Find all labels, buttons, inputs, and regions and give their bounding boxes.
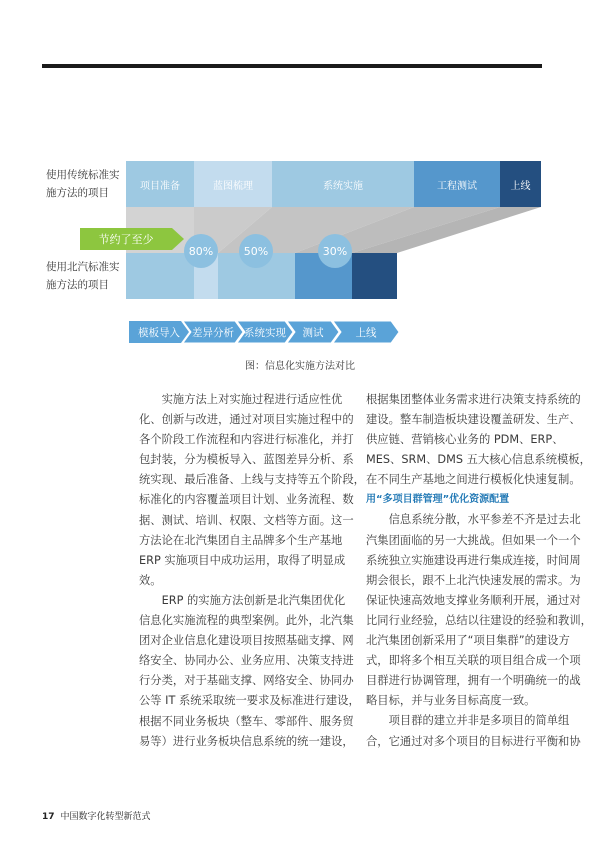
savings-arrow — [80, 228, 184, 250]
page-footer — [42, 809, 151, 822]
text-line: 根据不同业务板块（整车、零部件、服务贸 — [139, 714, 354, 728]
text-line: 信息系统分散，水平参差不齐是过去北 — [388, 513, 581, 527]
text-line: 保证快速高效地支撑业务顺利开展，通过对 — [366, 593, 581, 607]
right-paragraph-3 — [366, 711, 581, 751]
text-line: 目群进行协调管理，拥有一个明确统一的战 — [366, 674, 581, 688]
text-line: 包封装，分为模板导入、蓝图差异分析、系 — [139, 453, 354, 467]
left-column — [139, 390, 365, 752]
baic-phase-5 — [352, 253, 397, 299]
text-line: 标准化的内容覆盖项目计划、业务流程、数 — [139, 493, 354, 507]
text-line: 易等）进行业务板块信息系统的统一建设， — [139, 734, 354, 748]
traditional-phase-4-label: 工程测试 — [437, 180, 477, 192]
text-line: 效。 — [139, 573, 162, 587]
text-line: 化、创新与改进，通过对项目实施过程中的 — [139, 413, 354, 427]
right-paragraph-2 — [366, 510, 592, 711]
label-baic-line-1: 使用北汽标准实 — [46, 261, 120, 273]
step-system-build — [237, 321, 293, 343]
step-system-build-label: 系统实现 — [244, 326, 286, 339]
page-number: 17 — [42, 812, 55, 822]
traditional-phase-3-label: 系统实施 — [323, 180, 363, 192]
traditional-phase-5-label: 上线 — [510, 180, 531, 192]
publication-title: 中国数字化转型新范式 — [60, 812, 151, 822]
text-line: 方法论在北汽集团自主品牌多个生产基地 — [139, 533, 343, 547]
text-line: 建设。整车制造板块建设覆盖研发、生产、 — [366, 413, 581, 427]
text-line: 信息化实施流程的典型案例。此外，北汽集 — [139, 614, 354, 628]
step-test — [287, 321, 339, 343]
step-gap-analysis — [183, 321, 243, 343]
section-subheading: 用“多项目群管理”优化资源配置 — [366, 494, 510, 506]
text-line: 统实现、最后准备、上线与支持等五个阶段， — [139, 473, 365, 487]
badge-30 — [318, 234, 352, 268]
text-line: 合，它通过对多个项目的目标进行平衡和协 — [366, 734, 581, 748]
right-paragraph-1 — [366, 390, 591, 490]
traditional-phase-1-label: 项目准备 — [140, 180, 180, 192]
traditional-phase-1 — [126, 161, 194, 207]
text-line: 略目标，并与业务目标高度一致。 — [366, 694, 536, 708]
savings-label: 节约了至少 — [98, 233, 154, 246]
step-gap-analysis-label: 差异分析 — [192, 326, 234, 339]
badge-50-label: 50% — [243, 244, 269, 258]
baic-phase-1 — [126, 253, 194, 299]
traditional-phase-2-label: 蓝图梳理 — [213, 180, 253, 192]
text-line: 期会很长，跟不上北汽快速发展的需求。为 — [366, 573, 581, 587]
traditional-phase-3 — [272, 161, 414, 207]
step-test-label: 测试 — [302, 326, 324, 339]
text-line: 北汽集团创新采用了“项目集群”的建设方 — [366, 634, 570, 648]
text-line: 供应链、营销核心业务的 PDM、ERP、 — [366, 433, 564, 447]
badge-50 — [239, 234, 273, 268]
badge-30-label: 30% — [322, 244, 348, 258]
figure-caption: 图：信息化实施方法对比 — [245, 361, 355, 372]
traditional-phase-2 — [194, 161, 272, 207]
text-line: 项目群的建立并非是多项目的简单组 — [388, 714, 570, 728]
text-line: 式，即将多个相互关联的项目组合成一个项 — [366, 654, 581, 668]
text-line: MES、SRM、DMS 五大核心信息系统模板， — [366, 453, 591, 467]
text-line: 公等 IT 系统采取统一要求及标准进行建设， — [139, 694, 360, 708]
baic-process-steps — [129, 321, 399, 343]
label-baic-line-2: 施方法的项目 — [46, 279, 109, 291]
text-line: 实施方法上对实施过程进行适应性优 — [161, 393, 343, 406]
text-line: 各个阶段工作流程和内容进行标准化，并打 — [139, 433, 354, 447]
badge-80 — [184, 234, 218, 268]
traditional-phase-5 — [500, 161, 541, 207]
label-traditional-line-2: 施方法的项目 — [46, 187, 109, 199]
right-column — [366, 390, 592, 752]
text-line: ERP 实施项目中成功运用，取得了明显成 — [139, 553, 346, 567]
text-line: ERP 的实施方法创新是北汽集团优化 — [161, 593, 346, 607]
text-line: 汽集团面临的另一大挑战。但如果一个一个 — [366, 533, 581, 547]
step-go-live-label: 上线 — [355, 326, 377, 339]
label-traditional-line-1: 使用传统标准实 — [46, 169, 120, 181]
step-template-import — [129, 321, 189, 343]
text-line: 在不同生产基地之间进行模板化快速复制。 — [366, 473, 581, 487]
text-line: 团对企业信息化建设项目按照基础支撑、网 — [139, 634, 354, 648]
text-line: 络安全、协同办公、业务应用、决策支持进 — [139, 654, 354, 668]
text-line: 系统独立实施建设再进行集成连接，时间周 — [366, 553, 581, 567]
badge-80-label: 80% — [188, 244, 214, 258]
traditional-phase-4 — [414, 161, 500, 207]
left-paragraph-2 — [139, 591, 360, 752]
text-line: 据、测试、培训、权限、文档等方面。这一 — [139, 513, 354, 527]
left-paragraph-1 — [139, 390, 365, 591]
step-template-import-label: 模板导入 — [138, 326, 180, 339]
text-line: 根据集团整体业务需求进行决策支持系统的 — [366, 393, 581, 406]
step-go-live — [333, 321, 399, 343]
text-line: 比同行业经验，总结以往建设的经验和教训， — [366, 613, 592, 627]
text-line: 行分类，对于基础支撑、网络安全、协同办 — [139, 674, 354, 688]
